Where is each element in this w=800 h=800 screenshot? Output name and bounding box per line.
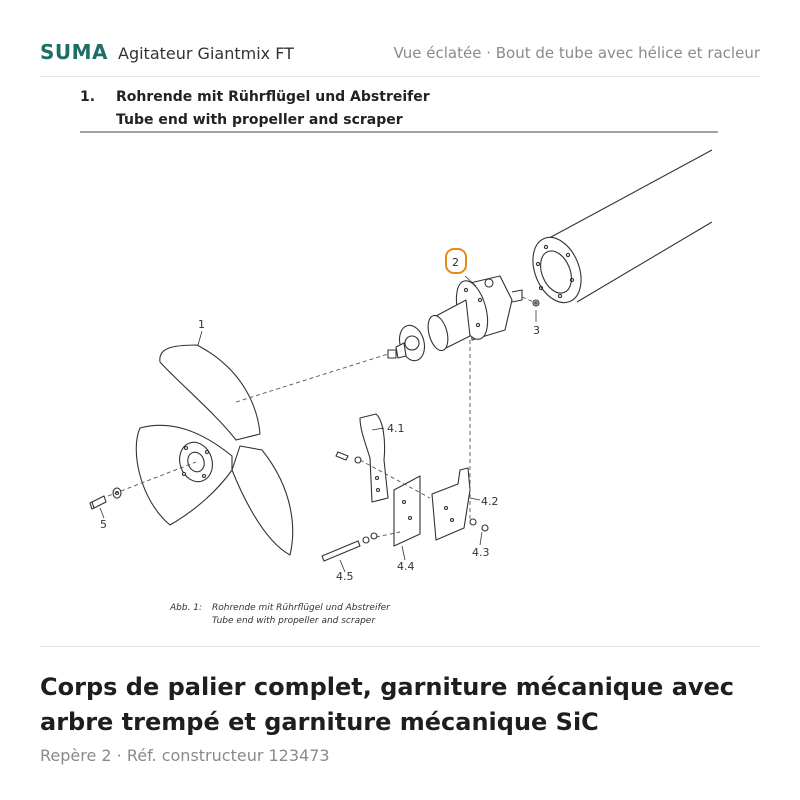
screw-set-4-1 [336, 452, 361, 463]
section-divider [40, 646, 760, 647]
part-meta: Repère 2 · Réf. constructeur 123473 [40, 746, 330, 765]
callout-4-5[interactable]: 4.5 [336, 570, 354, 583]
callout-5[interactable]: 5 [100, 518, 107, 531]
section-number: 1. [80, 89, 96, 105]
caption-en: Tube end with propeller and scraper [212, 616, 376, 626]
caption-label: Abb. 1: [170, 603, 203, 613]
product-name: Agitateur Giantmix FT [118, 44, 294, 63]
bearing-housing[interactable] [388, 276, 522, 363]
callout-4-3[interactable]: 4.3 [472, 546, 490, 559]
part-4-5-bolt [322, 533, 377, 561]
callout-4-4[interactable]: 4.4 [397, 560, 415, 573]
callout-4-1[interactable]: 4.1 [387, 422, 405, 435]
section-title-de: Rohrende mit Rührflügel und Abstreifer [116, 89, 430, 105]
brand-logo[interactable]: SUMA [40, 40, 109, 64]
callout-3[interactable]: 3 [533, 324, 540, 337]
callout-2[interactable]: 2 [452, 256, 459, 269]
tube-body [524, 150, 712, 310]
part-4-3-nut [470, 519, 488, 531]
part-title: Corps de palier complet, garniture mécanique avec arbre trempé et garniture mécanique SiC [40, 673, 735, 736]
bracket-4-2[interactable] [432, 468, 470, 540]
view-title: Vue éclatée · Bout de tube avec hélice et racleur [393, 44, 760, 62]
part-5-bolt [90, 488, 121, 509]
scraper-blade-4-4[interactable] [394, 476, 420, 546]
caption-de: Rohrende mit Rührflügel und Abstreifer [212, 603, 390, 613]
app-header [40, 36, 760, 77]
callout-1[interactable]: 1 [198, 318, 205, 331]
exploded-view-drawing [40, 88, 760, 636]
scraper-bracket-4-1[interactable] [360, 414, 388, 502]
callout-4-2[interactable]: 4.2 [481, 495, 499, 508]
propeller[interactable] [136, 345, 292, 555]
section-title-en: Tube end with propeller and scraper [116, 112, 403, 128]
